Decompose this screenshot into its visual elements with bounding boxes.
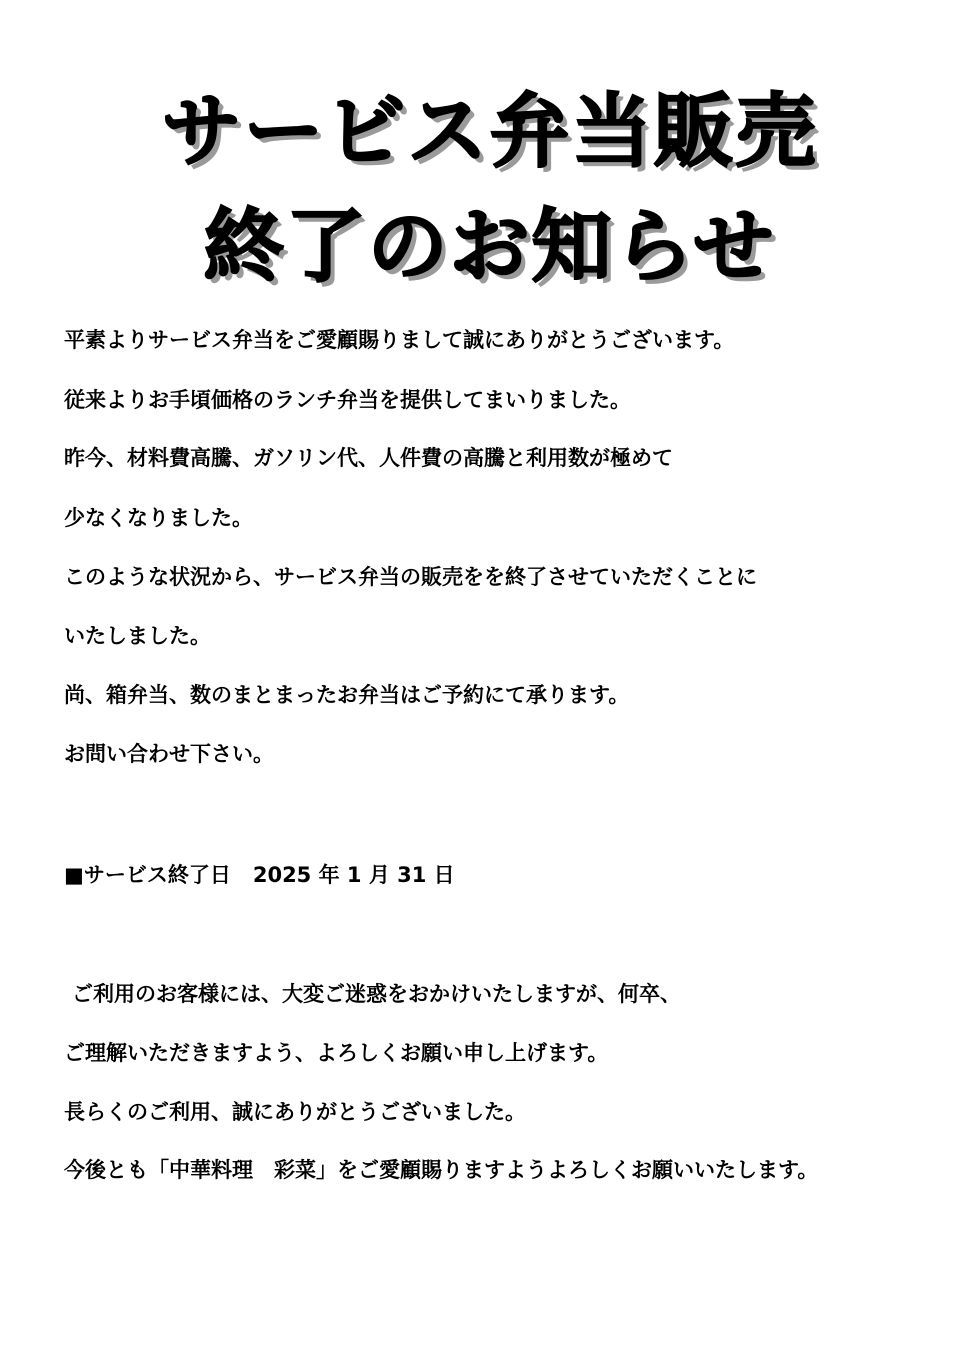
paragraph-line-5: このような状況から、サービス弁当の販売をを終了させていただくことに <box>64 565 757 589</box>
closing-line-3: 長らくのご利用、誠にありがとうございました。 <box>64 1100 526 1124</box>
notice-title-line-1: サービス弁当販売 <box>161 85 818 178</box>
paragraph-line-4: 少なくなりました。 <box>64 506 253 530</box>
paragraph-line-1: 平素よりサービス弁当をご愛顧賜りまして誠にありがとうございます。 <box>64 328 735 352</box>
paragraph-line-7: 尚、箱弁当、数のまとまったお弁当はご予約にて承ります。 <box>64 683 630 707</box>
closing-line-1: ご利用のお客様には、大変ご迷惑をおかけいたしますが、何卒、 <box>72 982 681 1006</box>
service-end-date-value: 2025 年 1 月 31 日 <box>252 863 455 887</box>
notice-title-line-2: 終了のお知らせ <box>203 200 776 293</box>
service-end-date-label: ■サービス終了日 <box>64 863 231 887</box>
paragraph-line-2: 従来よりお手頃価格のランチ弁当を提供してまいりました。 <box>64 388 631 412</box>
paragraph-line-8: お問い合わせ下さい。 <box>64 742 274 766</box>
paragraph-line-6: いたしました。 <box>64 624 211 648</box>
paragraph-line-3: 昨今、材料費高騰、ガソリン代、人件費の高騰と利用数が極めて <box>64 446 673 470</box>
closing-line-2: ご理解いただきますよう、よろしくお願い申し上げます。 <box>64 1041 609 1065</box>
service-end-date <box>64 860 455 890</box>
closing-line-4: 今後とも「中華料理 彩菜」をご愛顧賜りますようよろしくお願いいたします。 <box>64 1158 819 1182</box>
